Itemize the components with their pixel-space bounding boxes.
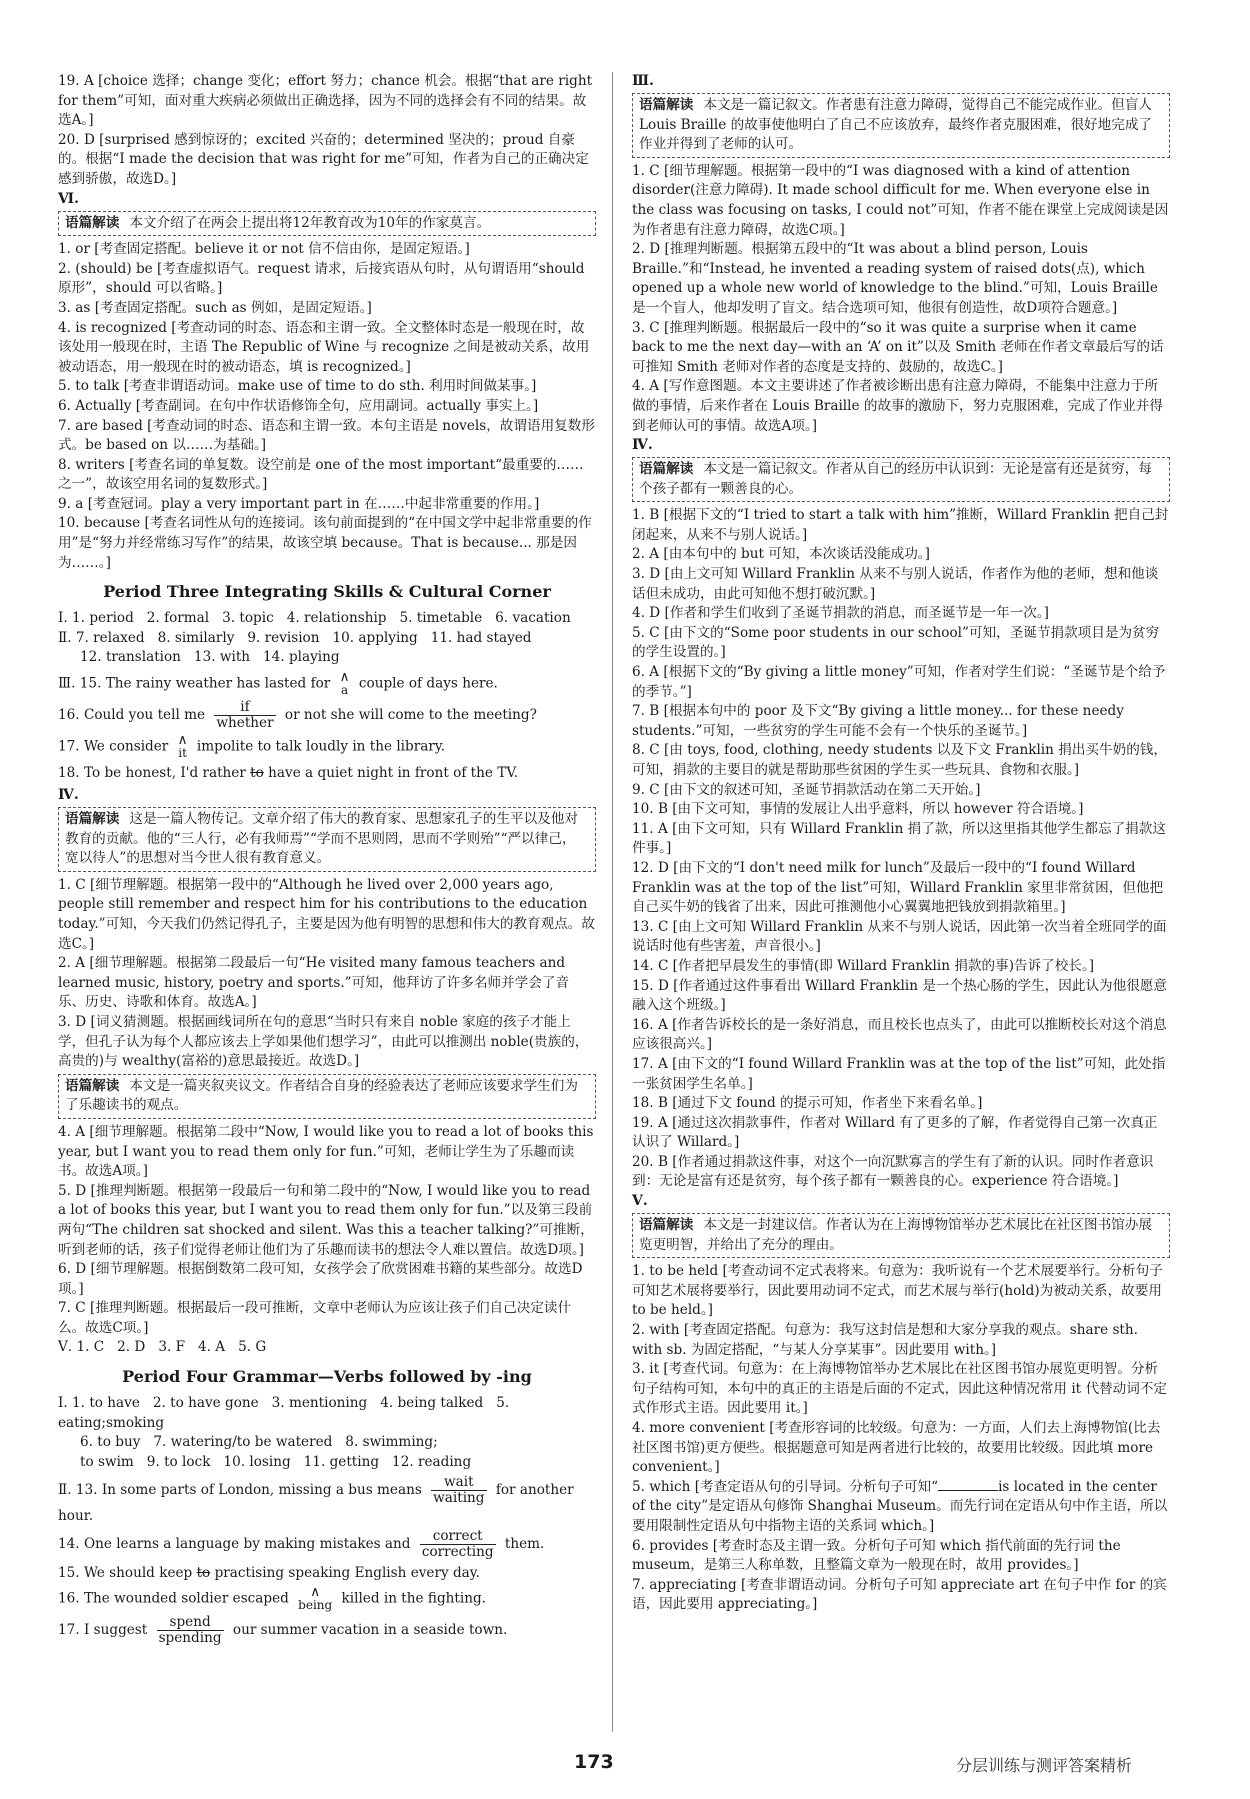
answer-item: 20. B [作者通过捐款这件事，对这个一向沉默寡言的学生有了新的认识。同时作者意识到：无论是富有还是贫穷，每个孩子都有一颗善良的心。experience 符合语境。] [632,1153,1154,1190]
correction-line [58,671,596,697]
period-three-heading: Period Three Integrating Skills & Cultural Corner [103,582,551,602]
passage-analysis-tag: 语篇解读 [65,214,120,231]
correction-line [58,1475,596,1526]
answer-item: 2. A [细节理解题。根据第二段最后一句“He visited many famous teachers and learned music, history, poetry and sports.”可知，他拜访了许多名师并学会了音乐、历史、诗歌和体育。故选A。] [58,955,570,1011]
answer: to swim [80,1453,134,1470]
answer-item: 3. C [推理判断题。根据最后一段中的“so it was quite a surprise when it came back to me the next day—with an ‘A’ on it”以及 Smith 老师在作者文章最后写的话可推知 Smith 老师对作者的态度是支持的、鼓励的，故选C。] [632,319,1164,375]
replacement-mark [157,1615,224,1646]
answer-item: 1. C [细节理解题。根据第一段中的“Although he lived over 2,000 years ago, people still remember and respect him for his contributions to the education today.”可知，今天我们仍然记得孔子，主要是因为他有明智的思想和伟大的教育观点。故选C。] [58,876,595,952]
answer-item: 7. are based [考查动词的时态、语态和主谓一致。本句主语是 novels，故谓语用复数形式。be based on 以……为基础。] [58,417,595,454]
passage-analysis-text: 这是一篇人物传记。文章介绍了伟大的教育家、思想家孔子的生平以及他对教育的贡献。他的“三人行，必有我师焉”“学而不思则罔，思而不学则殆”“严以律己，宽以待人”的思想对当今世人很有教育意义。 [65,811,578,867]
answer: 4. being talked [380,1395,484,1412]
answer-item: 5. D [推理判断题。根据第一段最后一句和第二段中的“Now, I would like you to read a lot of books this year, but I want you to read them only for fun.”以及第三段前两句“The children sat shocked and silent. Was this a teacher talking?”可推断，听到老师的话，孩子们觉得老师让他们为了乐趣而读书的想法令人难以置信。故选D项。] [58,1182,594,1258]
answer-item: 14. C [作者把早晨发生的事情(即 Willard Franklin 捐款的事)告诉了校长。] [632,957,1095,974]
answer: 14. playing [263,649,340,666]
answer-line [58,1394,596,1433]
sentence-text: 15. The rainy weather has lasted for [79,675,331,692]
answer-item: 7. C [推理判断题。根据最后一段可推断，文章中老师认为应该让孩子们自己决定读什么。故选C项。] [58,1300,572,1336]
sentence-text: impolite to talk loudly in the library. [196,738,446,755]
answer-item: 18. B [通过下文 found 的提示可知，作者坐下来看名单。] [632,1095,983,1112]
answer-item [632,1478,1170,1537]
section-marker: Ⅳ. [632,437,653,454]
answer: 4. relationship [286,610,387,627]
original-word: correct [420,1529,496,1545]
passage-analysis-box [58,807,596,872]
correction-line [58,763,596,783]
answer: 6. to buy [80,1434,141,1451]
section-marker: Ⅳ. [58,787,79,804]
section-marker: Ⅱ. [58,1482,72,1499]
answer-item: 4. A [写作意图题。本文主要讲述了作者被诊断出患有注意力障碍，不能集中注意力于所做的事情，后来作者在 Louis Braille 的故事的激励下，努力克服困难，完成了作业并得到老师认可的事情。故选A项。] [632,378,1163,434]
section-marker: Ⅴ. [58,1339,73,1356]
answer: 10. applying [332,629,418,646]
page-number: 173 [574,1751,614,1773]
answer: 11. had stayed [430,629,532,646]
sentence-text: have a quiet night in front of the TV. [268,765,519,782]
answer-item: 4. D [作者和学生们收到了圣诞节捐款的消息，而圣诞节是一年一次。] [632,605,1049,622]
sentence-text: killed in the fighting. [341,1590,486,1607]
sentence-text: 18. To be honest, I'd rather [58,765,246,782]
replacement-mark [420,1529,496,1560]
answer: 10. losing [223,1453,291,1470]
original-word: wait [431,1475,486,1491]
insertion-mark: ∧ a [339,669,350,698]
answer: 9. to lock [146,1453,211,1470]
passage-analysis-box [58,211,596,237]
insertion-mark: ∧ it [177,732,188,761]
answer-item: 2. D [推理判断题。根据第五段中的“It was about a blind person, Louis Braille.”和“Instead, he invented a reading system of raised dots(点), which opened up a whole new world of knowledge to the blind.”可知，Louis Braille 是一个盲人，他却发明了盲文。结合选项可知，他很有创造性，故D项符合题意。] [632,241,1158,316]
answer-line [58,1453,596,1473]
answer: 3. F [158,1339,186,1356]
answer: 11. getting [303,1453,380,1470]
answer-line [58,629,596,649]
answer-item: 15. D [作者通过这件事看出 Willard Franklin 是一个热心肠的学生，因此认为他很愿意融入这个班级。] [632,977,1168,1014]
original-word: if [214,700,275,716]
period-four-heading: Period Four Grammar—Verbs followed by -ing [122,1367,532,1387]
correction-line [58,1615,596,1646]
answer: 4. A [198,1339,226,1356]
answer-item: 5. to talk [考查非谓语动词。make use of time to do sth. 利用时间做某事。] [58,378,537,395]
passage-analysis-tag: 语篇解读 [639,97,694,113]
answer: 3. topic [222,610,274,627]
right-column [632,72,1170,1615]
answer-item: 8. C [由 toys, food, clothing, needy students 以及下文 Franklin 捐出买牛奶的钱，可知，捐款的主要目的就是帮助那些贫困的学生买一些玩具、食物和衣服。] [632,742,1167,778]
answer-line [58,1338,596,1358]
sentence-text: our summer vacation in a seaside town. [232,1622,508,1639]
answer: 12. translation [80,649,181,666]
section-marker: Ⅵ. [58,190,79,207]
section-marker: Ⅱ. [58,629,72,646]
answer-item: 1. or [考查固定搭配。believe it or not 信不信由你，是固定短语。] [58,241,470,258]
answer-line [58,1433,596,1453]
answer-item: 8. writers [考查名词的单复数。设空前是 one of the most important“最重要的……之一”，故该空用名词的复数形式。] [58,456,584,493]
section-marker: Ⅴ. [632,1193,648,1210]
answer-item: 19. A [choice 选择；change 变化；effort 努力；chance 机会。根据“that are right for them”可知，面对重大疾病必须做出正确选择，因为不同的选择会有不同的结果。故选A。] [58,73,593,129]
answer-item: 1. to be held [考查动词不定式表将来。句意为：我听说有一个艺术展要举行。分析句子可知艺术展将要举行，因此要用动词不定式，而艺术展与举行(hold)为被动关系，故要用 to be held。] [632,1263,1163,1319]
passage-analysis-text: 本文是一封建议信。作者认为在上海博物馆举办艺术展比在社区图书馆办展览更明智，并给出了充分的理由。 [639,1217,1152,1253]
answer: 5. timetable [399,610,483,627]
passage-analysis-tag: 语篇解读 [65,811,120,828]
answer-item: 6. D [细节理解题。根据倒数第二段可知，女孩学会了欣赏困难书籍的某些部分。故选D项。] [58,1261,583,1297]
answer-item: 12. D [由下文的“I don't need milk for lunch”及最后一段中的“I found Willard Franklin was at the top of the list”可知，Willard Franklin 家里非常贫困，但他把自己买牛奶的钱省了出来，因此可推测他小心翼翼地把钱放到捐款箱里。] [632,859,1164,916]
answer: 1. period [72,610,134,627]
answer: 1. to have [72,1395,140,1412]
passage-analysis-box [632,457,1170,502]
inserted-word: it [178,746,187,761]
answer: 2. D [117,1339,146,1356]
passage-analysis-tag: 语篇解读 [65,1077,120,1094]
answer-item: 1. B [根据下文的“I tried to start a talk with him”推断，Willard Franklin 把自己封闭起来，从来不与别人说话。] [632,507,1169,543]
corrected-word: correcting [421,1544,494,1561]
deleted-word: to [196,1565,211,1582]
answer-item: 4. A [细节理解题。根据第二段中“Now, I would like you to read a lot of books this year, but I want you to read them only for fun.”可知，老师让学生为了乐趣而读书。故选A项。] [58,1123,594,1180]
correction-line [58,734,596,760]
answer-item: 4. is recognized [考查动词的时态、语态和主谓一致。全文整体时态是一般现在时，故该处用一般现在时，主语 The Republic of Wine 与 recognize 之间是被动关系，故用被动语态，用一般现在时的被动语态，填 is recognized。] [58,319,590,375]
passage-analysis-text: 本文介绍了在两会上提出将12年教育改为10年的作家莫言。 [129,214,491,231]
answer-text: 5. which [考查定语从句的引导词。分析句子可知“ [632,1478,939,1495]
corrected-word: spending [158,1630,222,1647]
answer: 8. similarly [157,629,235,646]
answer-text: is located in the center of the city”是定语从句修饰 Shanghai Museum。而先行词在定语从句中作主语，所以要用限制性定语从句中指物主语的关系词 which。] [632,1478,1168,1534]
answer-item: 6. provides [考查时态及主谓一致。分析句子可知 which 指代前面的先行词 the museum，是第三人称单数，且整篇文章为一般现在时，故用 provides。] [632,1537,1121,1574]
correction-line [58,1586,596,1612]
passage-analysis-box [632,1213,1170,1258]
answer: 2. formal [146,610,210,627]
sentence-text: 13. In some parts of London, missing a bus means [75,1482,422,1499]
answer: 9. revision [247,629,320,646]
sentence-text: or not she will come to the meeting? [284,707,537,724]
answer: 6. vacation [495,610,571,627]
correction-line [58,1529,596,1560]
answer-item: 11. A [由下文可知，只有 Willard Franklin 捐了款，所以这里指其他学生都忘了捐款这件事。] [632,820,1166,857]
answer-item: 2. (should) be [考查虚拟语气。request 请求，后接宾语从句时，从句谓语用“should 原形”，should 可以省略。] [58,260,585,297]
passage-analysis-text: 本文是一篇记叙文。作者患有注意力障碍，觉得自己不能完成作业。但盲人 Louis Braille 的故事使他明白了自己不应该放弃，最终作者克服困难，很好地完成了作业并得到了老师的认可。 [639,97,1153,153]
column-divider [612,72,613,1732]
blank-line [938,1478,998,1491]
sentence-text: 17. We consider [58,738,169,755]
answer-item: 9. a [考查冠词。play a very important part in 在……中起非常重要的作用。] [58,495,540,512]
answer: 5. eating;smoking [58,1395,510,1431]
deleted-word: to [250,765,264,782]
answer: 7. relaxed [75,629,145,646]
sentence-text: them. [504,1536,545,1553]
answer-item: 5. C [由下文的“Some poor students in our school”可知，圣诞节捐款项目是为贫穷的学生设置的。] [632,624,1160,661]
section-marker: Ⅲ. [58,675,76,692]
answer-line [58,648,596,668]
sentence-text: for another hour. [58,1482,574,1525]
answer-item: 17. A [由下文的“I found Willard Franklin was at the top of the list”可知，此处指一张贫困学生名单。] [632,1055,1166,1092]
left-column [58,72,596,1649]
answer-item: 1. C [细节理解题。根据第一段中的“I was diagnosed with a kind of attention disorder(注意力障碍). It made school difficult for me. When everyone else in the class was focusing on tasks, I could not”可知，作者不能在课堂上完成阅读是因为作者患有注意力障碍，故选C项。] [632,162,1169,238]
answer-item: 3. D [词义猜测题。根据画线词所在句的意思“当时只有来自 noble 家庭的孩子才能上学，但孔子认为每个人都应该去上学如果他们想学习”，由此可以推测出 noble(贵族的，高贵的)与 wealthy(富裕的)意思最接近。故选D。] [58,1013,589,1070]
sentence-text: 16. Could you tell me [58,707,206,724]
section-marker: Ⅲ. [632,73,654,89]
answer-item: 4. more convenient [考查形容词的比较级。句意为：一方面，人们去上海博物馆(比去社区图书馆)更方便些。根据题意可知是两者进行比较的，故要用比较级。因此填 more convenient。] [632,1420,1161,1476]
answer: 5. G [238,1339,267,1356]
answer-item: 10. because [考查名词性从句的连接词。该句前面提到的“在中国文学中起非常重要的作用”是“努力并经常练习写作”的结果，故该空填 because。That is because... 那是因为……。] [58,515,592,571]
answer: 8. swimming; [345,1434,438,1451]
sentence-text: couple of days here. [358,675,498,692]
answer: 7. watering/to be watered [153,1434,333,1451]
answer-item: 6. Actually [考查副词。在句中作状语修饰全句，应用副词。actually 事实上。] [58,397,539,414]
answer-item: 2. with [考查固定搭配。句意为：我写这封信是想和大家分享我的观点。share sth. with sb. 为固定搭配，“与某人分享某事”。因此要用 with。] [632,1322,1138,1358]
answer-item: 10. B [由下文可知，事情的发展让人出乎意料，所以 however 符合语境。] [632,801,1084,818]
answer-item: 7. B [根据本句中的 poor 及下文“By giving a little money... for these needy students.”可知，一些贫穷的学生可能不会有一个快乐的圣诞节。] [632,703,1124,739]
section-marker: Ⅰ. [58,610,68,627]
original-word: spend [157,1615,224,1631]
insertion-mark: ∧ being [298,1584,333,1613]
answer-line [58,609,596,629]
answer-item: 19. A [通过这次捐款事件，作者对 Willard 有了更多的了解，作者觉得自己第一次真正认识了 Willard。] [632,1114,1158,1151]
answer-item: 3. as [考查固定搭配。such as 例如，是固定短语。] [58,299,372,316]
corrected-word: waiting [433,1490,485,1507]
answer-item: 16. A [作者告诉校长的是一条好消息，而且校长也点头了，由此可以推断校长对这个消息应该很高兴。] [632,1016,1167,1053]
section-marker: Ⅰ. [58,1395,68,1412]
answer-item: 9. C [由下文的叙述可知，圣诞节捐款活动在第二天开始。] [632,781,981,798]
inserted-word: a [341,683,349,698]
passage-analysis-box [58,1074,596,1119]
passage-analysis-tag: 语篇解读 [639,1217,694,1234]
inserted-word: being [298,1598,333,1613]
answer: 13. with [193,649,251,666]
passage-analysis-tag: 语篇解读 [639,461,694,478]
answer-item: 6. A [根据下文的“By giving a little money”可知，作者对学生们说：“圣诞节是个给予的季节。”] [632,664,1166,700]
answer-item: 3. D [由上文可知 Willard Franklin 从来不与别人说话，作者作为他的老师，想和他谈话但未成功，由此可知他不想打破沉默。] [632,566,1159,602]
answer: 3. mentioning [271,1395,368,1412]
sentence-text: 14. One learns a language by making mistakes and [58,1536,411,1553]
answer: 12. reading [392,1453,472,1470]
answer-item: 7. appreciating [考查非谓语动词。分析句子可知 appreciate art 在句子中作 for 的宾语，因此要用 appreciating。] [632,1576,1167,1613]
replacement-mark [431,1475,486,1506]
answer: 2. to have gone [152,1395,259,1412]
sentence-text: 16. The wounded soldier escaped [58,1590,289,1607]
answer: 1. C [76,1339,105,1356]
answer-item: 2. A [由本句中的 but 可知，本次谈话没能成功。] [632,546,930,563]
corrected-word: whether [216,715,274,732]
answer-item: 20. D [surprised 感到惊讶的；excited 兴奋的；determined 坚决的；proud 自豪的。根据“I made the decision that was right for me”可知，作者为自己的正确决定感到骄傲，故选D。] [58,131,589,187]
passage-analysis-text: 本文是一篇记叙文。作者从自己的经历中认识到：无论是富有还是贫穷，每个孩子都有一颗善良的心。 [639,461,1152,497]
footer-note: 分层训练与测评答案精析 [956,1756,1133,1775]
correction-line [58,700,596,731]
replacement-mark [214,700,275,731]
passage-analysis-text: 本文是一篇夹叙夹议文。作者结合自身的经验表达了老师应该要求学生们为了乐趣读书的观点。 [65,1077,578,1114]
answer-item: 3. it [考查代词。句意为：在上海博物馆举办艺术展比在社区图书馆办展览更明智。分析句子结构可知，本句中的真正的主语是后面的不定式，因此这种情况常用 it 代替动词不定式作形式主语。因此要用 it。] [632,1361,1168,1417]
sentence-text: 15. We should keep [58,1565,193,1582]
sentence-text: practising speaking English every day. [214,1565,480,1582]
correction-line [58,1563,596,1583]
passage-analysis-box [632,93,1170,158]
sentence-text: 17. I suggest [58,1622,148,1639]
answer-item: 13. C [由上文可知 Willard Franklin 从来不与别人说话，因此第一次当着全班同学的面说话时他有些害羞，声音很小。] [632,918,1167,955]
